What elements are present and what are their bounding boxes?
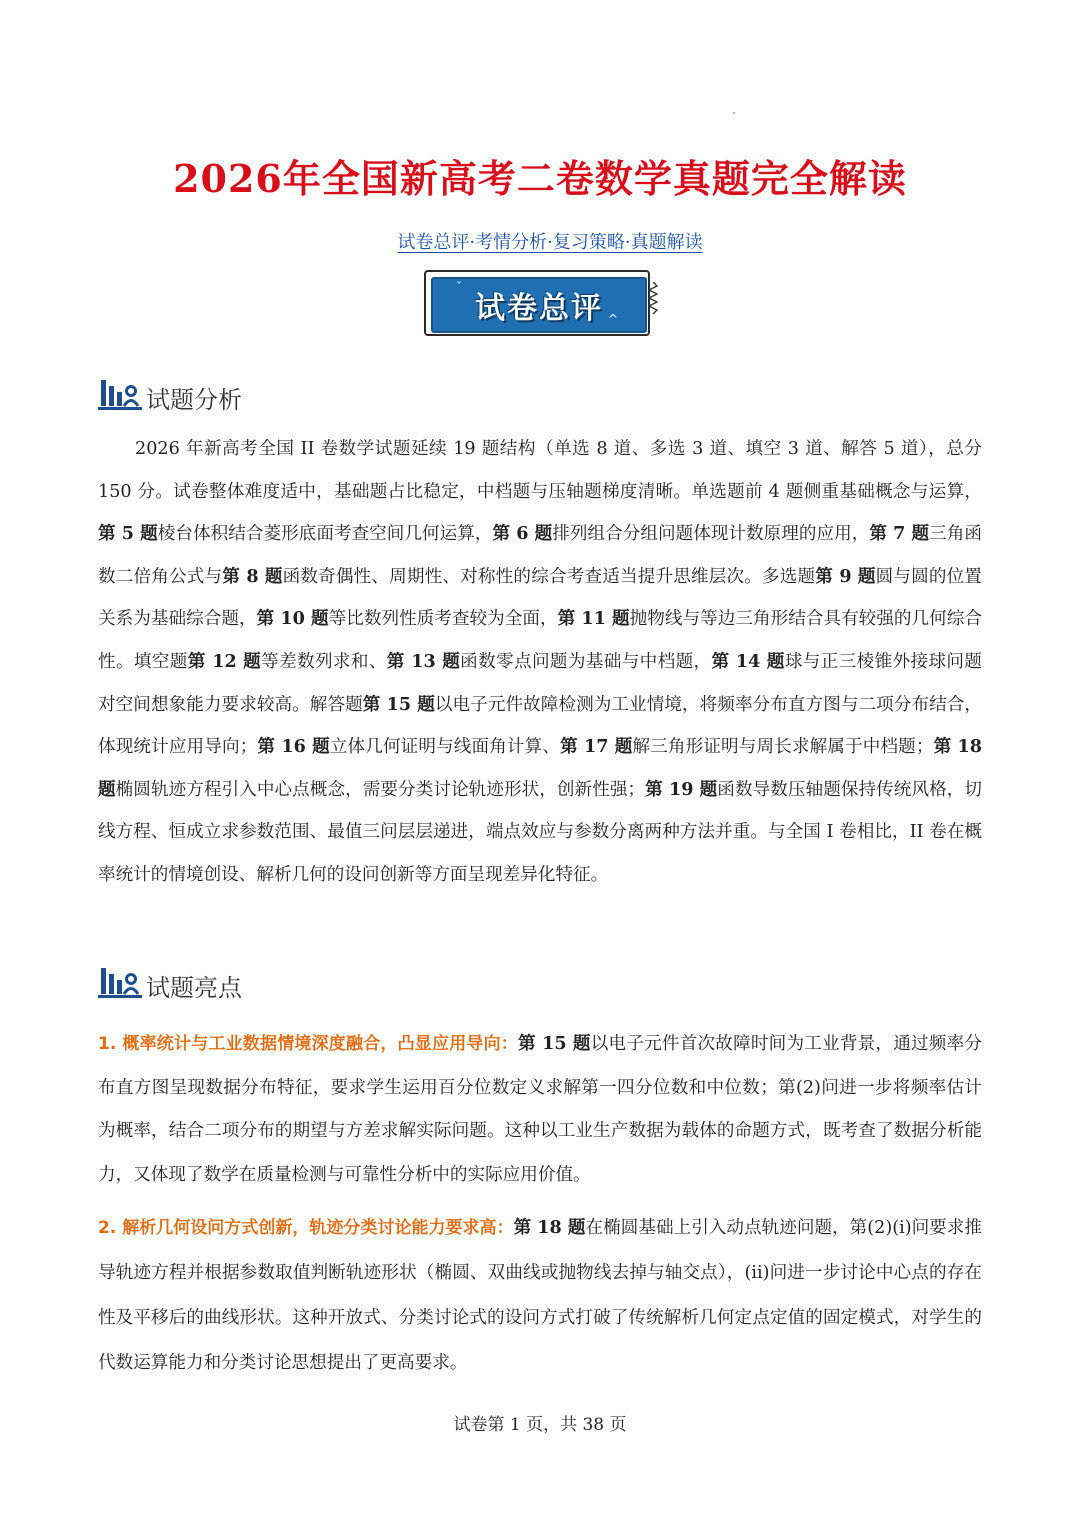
highlight-text (98, 1022, 982, 1197)
question-ref: 第 10 题 (256, 608, 329, 630)
text-run: 在椭圆基础上引入动点轨迹问题，第(2)(i)问要求推导轨迹方程并根据参数取值判断轨迹形状（椭圆、双曲线或抛物线去掉与轴交点），(ii)问进一步讨论中心点的存在性及平移后的曲线形状。这种开放式、分类讨论式的设问方式打破了传统解析几何定点定值的固定模式，对学生的代数运算能力和分类讨论思想提出了更高要求。 (98, 1218, 982, 1373)
squiggle-icon (648, 282, 658, 318)
page-footer: 试卷第 1 页，共 38 页 (453, 1415, 627, 1435)
question-ref: 第 11 题 (557, 608, 630, 630)
text-run: 球与正三棱锥外接球问题对空间想象能力要求较高。解答题 (98, 651, 982, 715)
badge-chevron-icon: ˇ (456, 280, 462, 294)
text-run: 三角函数二倍角公式与 (98, 524, 982, 587)
text-run: 函数奇偶性、周期性、对称性的综合考查适当提升思维层次。多选题 (282, 566, 816, 587)
text-run: 以电子元件故障检测为工业情境，将频率分布直方图与二项分布结合，体现统计应用导向； (98, 694, 982, 758)
section-heading-highlights (98, 958, 242, 1002)
question-ref: 第 5 题 (98, 523, 158, 545)
question-ref: 第 19 题 (645, 778, 718, 800)
highlight-heading: 1. 概率统计与工业数据情境深度融合，凸显应用导向： (98, 1034, 518, 1054)
highlight-heading: 2. 解析几何设问方式创新，轨迹分类讨论能力要求高： (98, 1218, 514, 1238)
highlight-item-2 (98, 1205, 982, 1386)
analysis-paragraph (98, 428, 982, 897)
badge-frame (424, 270, 650, 336)
question-ref: 第 18 题 (513, 1217, 586, 1238)
question-ref: 第 7 题 (869, 523, 930, 545)
question-ref: 第 15 题 (518, 1033, 591, 1054)
highlight-item-1 (98, 1022, 982, 1197)
question-ref: 第 18 题 (98, 736, 983, 800)
text-run: 椭圆轨迹方程引入中心点概念，需要分类讨论轨迹形状，创新性强； (115, 779, 646, 800)
highlight-text (98, 1205, 982, 1386)
page-title: 2026年全国新高考二卷数学真题完全解读 (173, 156, 907, 201)
text-run: 解三角形证明与周长求解属于中档题； (632, 737, 934, 758)
bar-chart-person-icon (98, 962, 142, 1002)
question-ref: 第 8 题 (222, 565, 283, 587)
question-ref: 第 12 题 (187, 650, 262, 672)
section-heading-label: 试题亮点 (146, 974, 242, 1002)
text-run: 以电子元件首次故障时间为工业背景，通过频率分布直方图呈现数据分布特征，要求学生运用百分位数定义求解第一四分位数和中位数；第(2)问进一步将频率估计为概率，结合二项分布的期望与方差求解实际问题。这种以工业生产数据为载体的命题方式，既考查了数据分析能力，又体现了数学在质量检测与可靠性分析中的实际应用价值。 (98, 1034, 982, 1185)
text-run: 圆与圆的位置关系为基础综合题， (98, 566, 982, 630)
section-badge (424, 270, 658, 334)
text-run: 抛物线与等边三角形结合具有较强的几何综合性。填空题 (98, 609, 982, 672)
text-run: 棱台体积结合菱形底面考查空间几何运算， (157, 524, 493, 545)
section-heading-label: 试题分析 (146, 386, 242, 414)
page-subtitle (0, 228, 1080, 254)
stray-dot (733, 112, 735, 114)
subtitle-link: 试卷总评·考情分析·复习策略·真题解读 (397, 232, 703, 253)
text-run: 排列组合分组问题体现计数原理的应用， (552, 524, 870, 545)
text-run: 等差数列求和、 (261, 651, 387, 672)
analysis-text (98, 439, 982, 885)
text-run: 立体几何证明与线面角计算、 (329, 737, 561, 758)
question-ref: 第 14 题 (711, 650, 785, 672)
question-ref: 第 16 题 (257, 736, 330, 758)
section-heading-analysis (98, 370, 242, 414)
question-ref: 第 15 题 (362, 693, 435, 715)
text-run: 函数导数压轴题保持传统风格，切线方程、恒成立求参数范围、最值三问层层递进，端点效应与参数分离两种方法并重。与全国 I 卷相比，II 卷在概率统计的情境创设、解析几何的设问创新等方面呈现差异化特征。 (98, 779, 982, 885)
question-ref: 第 9 题 (815, 565, 876, 587)
text-run: 函数零点问题为基础与中档题， (460, 651, 712, 672)
question-ref: 第 17 题 (560, 736, 633, 758)
badge-caret-icon: ^ (608, 312, 619, 326)
bar-chart-person-icon (98, 374, 142, 414)
text-run: 等比数列性质考查较为全面， (328, 609, 558, 630)
badge-label: 试卷总评 (475, 291, 603, 326)
text-run: 2026 年新高考全国 II 卷数学试题延续 19 题结构（单选 8 道、多选 3 道、填空 3 道、解答 5 道），总分 150 分。试卷整体难度适中，基础题占比稳定，中档题与压轴题梯度清晰。单选题前 4 题侧重基础概念与运算， (98, 439, 982, 502)
question-ref: 第 13 题 (386, 650, 461, 672)
question-ref: 第 6 题 (492, 523, 553, 545)
